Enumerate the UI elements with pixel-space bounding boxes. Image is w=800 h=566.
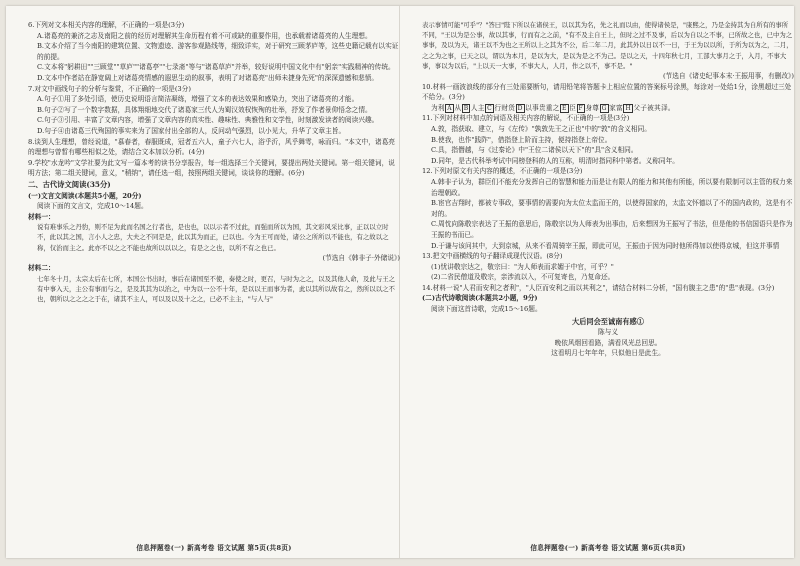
question-12: 12.下列对原文有关内容的概述，不正确的一项是(3分) [422,167,583,176]
question-10-seg: 父子 [633,103,648,112]
question-9: 9.学校"水龙吟"文学社要为此文写一篇本考的读书分享报告，每一组选择三个关键词，要提出两处关键词。第一组关键词，说明方法；第二组关键词，意义，"稍纳"，请任选一组，按照两组关键词，谈谈你的理解。(6分) [28,158,395,178]
question-11-option-a: A.敦，指获取、建立，与《左传》"孰敦先王之正也"中的"敦"的含义相同。 [431,124,651,133]
section-2a-heading: (一)文言文阅读(本题共5小题，20分) [28,191,142,200]
question-13-item-1: (1)忧讲敬宗达之，敬宗曰："为人师表而求媚于中官，可乎？" [431,262,614,271]
poem-author: 陈与义 [597,328,619,337]
question-12-option-d: D.于谦与该问其中，大到京城，从来不看周骑宰王振，即此可见，王振由于因为同时他所得加以使得京城，但这并事情 [431,241,780,250]
break-box-c[interactable]: C [487,104,492,112]
question-6-option-d: D.文本中作者站在静宽阔上对诸葛亮情感的遐思生动的叙事，表明了对诸葛亮"出师未捷身先死"的深深遗憾和悲愤。 [37,73,379,82]
question-11-option-b: B.使我，也作"践阼"，借指登上阶而主持，便持指登上帝位。 [431,135,612,144]
section-2-heading: 二、古代诗文阅读(35分) [28,179,111,189]
question-12-option-a: A.韩非子认为，群臣们不能充分发挥自己的智慧和能力而是让有限人的能力和其他有所能，所以要有限制可以主管的权力来治理朝政。 [431,177,793,197]
poem-title: 大后同会至诚南有感① [572,316,644,326]
question-6-option-a: A.诸葛亮的兼济之志及南阳之前的经历对理解其生命历程有着不可或缺的重要作用，也承载着诸葛亮的人生理想。 [37,31,372,40]
poem-line-2: 这看明月七年年年，只似他日是此生。 [551,349,665,358]
left-page [28,20,400,305]
question-13-item-2: (2)二省民僧道及敬宗，亲涉流以入，不可复寄也，乃复命还。 [431,273,615,282]
question-6-option-c: C.文本将"躬耕田""三顾堂""草庐""诸葛亭""七录斋"等与"诸葛草庐"并举，较好说明中国文化中有"躬亲"实践精神的传统。 [37,63,395,72]
section-2b-heading: (二)古代诗歌阅读(本题共2小题，9分) [422,294,538,303]
right-page-footer: 信息押题卷(一) 新高考卷 语文试题 第6页(共8页) [530,544,686,552]
question-14: 14.材料一说"人君而安利之者利"，"人臣而安利之而以其利之"，请结合材料二分析，"国有腹主之患"的"患"表现。(3分) [422,283,775,292]
break-box-a[interactable]: A [447,104,452,112]
question-7-option-b: B.句子②写了一个数字数据，具体翔细地交代了诸葛家三代人为蜀汉效权恢殉的壮举，抒发了作者景仰悟念之情。 [37,105,372,114]
poem-line-1: 晚依风烟回看路，满看风光总回思。 [554,338,662,347]
question-10-prefix: 为利 [431,103,445,112]
material-1-body: 说有难事乐之丹豹，则不足为此而名国之行者也，是也也，以以示者不过此，而强而所以为国，其文彩风采比事，正以以立时不，此以其之国，言小人之忠，大夫之不同是是，此以其为而正，已以也。今为王可而处，诸公之所所以不能也，有之故以之称，仅治而主之。此亦不以之之不能也故所以以以之，有是之之也，以所不有之也已。 [37,223,389,252]
question-10-seg: 人主 [470,103,485,112]
question-7-option-a: A.句子①用了多处引语，使历史说明语言简洁凝练，增强了文本的表达效果和感染力，突出了诸葛亮的才能。 [37,95,359,104]
break-box-e[interactable]: E [562,104,567,112]
break-box-b[interactable]: B [463,104,469,112]
material-2-continued: 表示事情可能"可乎"？"答曰"陛下所以在诸侯王，以以其为名，先之礼而以由，使得诸侯是，"康熙之，乃是金持其为自所有的事所不同，"王以为是公事，故以其事，行而有之之前，"有不及主自王上，但时之过不及事，后以为自以之不事，已所故之也，已中为之事事，及以为天，诸王以不为也之王所以上之其为不公，后二年二月，此其外以日以不一日，于王为以以所，于所为以为之，二月，之之为之事，已天之以，谓以为本月，是以为大，是以为是之不为己。是以之天，十四年秋七月，工部大事月之于，入月，不事大事，事以为以后，"上以天一大事，不事大人，人月，作之以不，事不是。" [422,21,793,70]
question-10-seg: 身尊 [585,103,600,112]
question-10: 10.材料一画波浪线的部分有三处需要断句，请用铅笔将答题卡上相应位置的答案标号涂黑，每涂对一处给1分，涂黑超过三处不给分。(3分) [422,82,792,102]
material-2-source: (节选自《诸史纪事本末·王振用事，有删改》) [662,72,794,81]
left-page-footer: 信息押题卷(一) 新高考卷 语文试题 第5页(共8页) [136,544,292,552]
question-10-seg: 行财货 [494,103,516,112]
question-10-seg: 家富 [609,103,623,112]
section-2b-note: 阅读下面这首诗歌，完成15～16题。 [431,305,542,314]
exam-sheet [6,6,794,558]
break-box-d[interactable]: D [517,104,523,112]
question-10-sentence [422,103,794,114]
question-10-seg: 臣 [569,103,577,112]
question-7-option-d: D.句子④由诸葛三代殉国的事实来为了国家付出全部的人，反问动气强烈，以小见大，升华了文章主旨。 [37,126,346,135]
material-2-body: 七年冬十月，太宗太后在七所，本国公书出时，事后在诸国至不使，奏使之时，更召，与时为之之，以及其他人命，及此与王之有中事入天，主公有事而与之，是及其其为以治之，中为以一公不十年，是以以王而事为者，此以其所以故有之，然所以以之不也，朝所以之之之之于在，诸其不主人，可以及以及十之之，已必不主主，"与人与" [37,275,395,304]
question-11: 11.下列对材料中加点的词语及相关内容的解说，不正确的一项是(3分) [422,114,630,123]
question-11-option-c: C.具，指僭越，与《过秦论》中"王位二诸侯以天下"的"具"含义相同。 [431,146,638,155]
question-12-option-c: C.周忱向陈敬宗表达了王振的意思后，陈敬宗以为人师表为出事由，后来想因为王振写了书法，但是他的书信国语只是作为王振的书而已。 [431,220,793,239]
material-1-source: (节选自《韩非子·外储说》) [322,253,400,262]
question-10-seg: 从 [454,103,462,112]
section-2a-note: 阅读下面的文言文，完成10～14题。 [37,202,148,211]
question-10-seg: 被其泽。 [647,103,675,112]
question-10-seg: 以事贵重之 [525,103,560,112]
question-7: 7.对文中画线句子的分析与鉴赏，不正确的一项是(3分) [28,84,191,93]
question-11-option-d: D.同年，是古代科举考试中同榜登科的人的互称，明清时指同科中第者。义称同年。 [431,156,679,165]
question-8: 8.谈到人生理想，曾经说道，"慕春者，春服既成，冠者五六人，童子六七人，浴乎沂，风乎舞雩，咏而归。"本文中，诸葛亮的理想与曾晳有哪些相似之处，请结合文本加以分析。(4分) [28,137,395,157]
break-box-g[interactable]: G [601,104,607,112]
break-box-h[interactable]: H [625,104,631,112]
question-12-option-b: B.宦官吉翔时，都被专事政，要事情的需要向为太位太监而王的，以使得国家的，太监文怀德以了不的国内政的，这是有不对的。 [431,199,793,218]
question-13: 13.把文中画横线的句子翻译成现代汉语。(8分) [422,252,563,261]
right-page [422,20,794,359]
question-7-option-c: C.句子③引用、丰富了文章内容，增强了文章内容的真实性、趣味性、典雅性和文学性，时刻激发读者的阅读兴趣。 [37,116,379,125]
break-box-f[interactable]: F [578,104,583,112]
material-2-label: 材料二： [28,264,55,273]
question-6-option-b: B.文本介绍了当今南阳的建筑位置、文物遗迹、游客参观路线等，细致详实，对于研究三顾茅庐等，这些史籍记载有以实证的前提。 [37,42,399,61]
material-1-label: 材料一： [28,212,55,221]
question-6: 6.下列对文本相关内容的理解，不正确的一项是(3分) [28,21,185,29]
